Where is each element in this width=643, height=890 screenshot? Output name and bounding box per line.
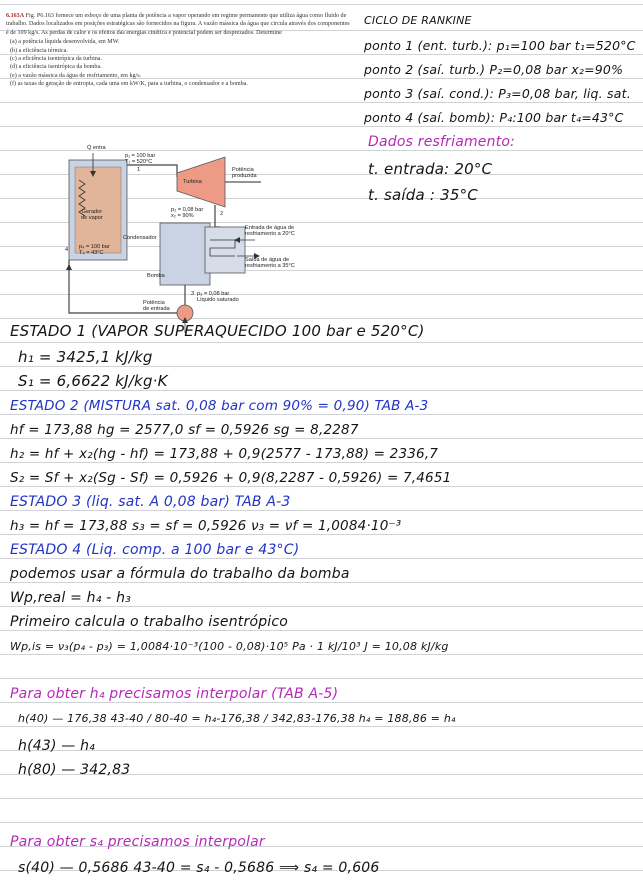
t1-label: T₁ = 520°C bbox=[125, 159, 153, 165]
s40-row: s(40) — 0,5686 43-40 = s₄ - 0,5686 ⟹ s₄ = 0,606 bbox=[18, 860, 380, 876]
state-4-heading: ESTADO 4 (Liq. comp. a 100 bar e 43°C) bbox=[10, 542, 300, 558]
s4-interp-note: Para obter s₄ precisamos interpolar bbox=[10, 834, 265, 850]
cooling-out-label: Saída de água de resfriamento a 35°C bbox=[245, 257, 295, 270]
power-out-label: Potência produzida bbox=[232, 167, 257, 180]
boiler-label: Gerador de vapor bbox=[81, 209, 103, 222]
state-2-label: 2 bbox=[220, 211, 224, 217]
h4-interp-note: Para obter h₄ precisamos interpolar (TAB A-5) bbox=[10, 686, 339, 702]
problem-item-c: (c) a eficiência isentrópica da turbina. bbox=[10, 56, 103, 63]
p1-label: p₁ = 100 bar bbox=[125, 153, 156, 159]
h80-row: h(80) — 342,83 bbox=[18, 762, 131, 778]
power-in-label: Potência de entrada bbox=[143, 300, 170, 313]
x2-label: x₂ = 90% bbox=[171, 213, 194, 219]
problem-number: 6.163A bbox=[6, 13, 25, 19]
state-3-heading: ESTADO 3 (liq. sat. A 0,08 bar) TAB A-3 bbox=[10, 494, 291, 510]
h1-value: h₁ = 3425,1 kJ/kg bbox=[18, 348, 153, 366]
isentropic-note: Primeiro calcula o trabalho isentrópico bbox=[10, 614, 289, 630]
pump-work-note: podemos usar a fórmula do trabalho da bomba bbox=[10, 566, 350, 582]
s1-value: S₁ = 6,6622 kJ/kg·K bbox=[18, 372, 168, 390]
schematic-drawing bbox=[65, 145, 350, 335]
state-1-label: 1 bbox=[137, 167, 141, 173]
state-1-heading: ESTADO 1 (VAPOR SUPERAQUECIDO 100 bar e 520°C) bbox=[10, 322, 425, 340]
cooling-in-temp: t. entrada: 20°C bbox=[368, 160, 493, 178]
problem-item-f: (f) as taxas de geração de entropia, cada uma em kW/K, para a turbina, o condensador e a bomba. bbox=[10, 81, 248, 88]
turbine-label: Turbina bbox=[183, 179, 202, 185]
problem-item-b: (b) a eficiência térmica. bbox=[10, 47, 68, 54]
problem-statement bbox=[6, 12, 351, 89]
q-in-label: Q̇ entra bbox=[87, 145, 106, 151]
problem-item-a: (a) a potência líquida desenvolvida, em MW. bbox=[10, 39, 120, 46]
h43-row: h(43) — h₄ bbox=[18, 738, 95, 754]
state-2-heading: ESTADO 2 (MISTURA sat. 0,08 bar com 90% = 0,90) TAB A-3 bbox=[10, 398, 429, 414]
problem-item-d: (d) a eficiência isentrópica da bomba. bbox=[10, 64, 102, 71]
s2-calculation: S₂ = Sf + x₂(Sg - Sf) = 0,5926 + 0,9(8,2287 - 0,5926) = 7,4651 bbox=[10, 470, 452, 486]
pump-label: Bomba bbox=[147, 273, 165, 279]
liquid-label: Líquido saturado bbox=[197, 297, 239, 303]
h40-row: h(40) — 176,38 43-40 / 80-40 = h₄-176,38 / 342,83-176,38 h₄ = 188,86 = h₄ bbox=[18, 712, 456, 725]
cooling-in-label: Entrada de água de resfriamento a 20°C bbox=[245, 225, 295, 238]
problem-item-e: (e) a vazão mássica da água de resfriamento, em kg/s. bbox=[10, 72, 142, 79]
condenser-label: Condensador bbox=[123, 235, 157, 241]
pump-work-real: Wp,real = h₄ - h₃ bbox=[10, 590, 131, 606]
state-4-label: 4 bbox=[65, 247, 69, 253]
t4-label: T₄ = 43°C bbox=[79, 250, 104, 256]
cycle-title: CICLO DE RANKINE bbox=[364, 14, 472, 27]
h2-calculation: h₂ = hf + x₂(hg - hf) = 173,88 + 0,9(2577 - 173,88) = 2336,7 bbox=[10, 446, 439, 462]
state-3-values: h₃ = hf = 173,88 s₃ = sf = 0,5926 ν₃ = νf = 1,0084·10⁻³ bbox=[10, 518, 402, 534]
p3-label: p₃ = 0,08 bar bbox=[197, 291, 230, 297]
state-2-table-values: hf = 173,88 hg = 2577,0 sf = 0,5926 sg = 8,2287 bbox=[10, 422, 359, 438]
problem-items bbox=[6, 38, 351, 88]
p2-label: p₂ = 0,08 bar bbox=[171, 207, 204, 213]
pump-work-isentropic: Wp,is = ν₃(p₄ - p₃) = 1,0084·10⁻³(100 - 0,08)·10⁵ Pa · 1 kJ/10³ J = 10,08 kJ/kg bbox=[10, 640, 449, 653]
p4-label: p₄ = 100 bar bbox=[79, 244, 110, 250]
state-1-given: ponto 1 (ent. turb.): p₁=100 bar t₁=520°C bbox=[364, 38, 636, 53]
state-3-given: ponto 3 (saí. cond.): P₃=0,08 bar, liq. sat. bbox=[364, 86, 631, 101]
cooling-out-temp: t. saída : 35°C bbox=[368, 186, 478, 204]
plant-schematic bbox=[65, 145, 350, 335]
state-4-given: ponto 4 (saí. bomb): P₄:100 bar t₄=43°C bbox=[364, 110, 624, 125]
state-2-given: ponto 2 (saí. turb.) P₂=0,08 bar x₂=90% bbox=[364, 62, 624, 77]
cooling-data-heading: Dados resfriamento: bbox=[368, 134, 516, 150]
state-3-label: 3 bbox=[191, 291, 195, 297]
problem-text: Fig. P6.163 fornece um esboço de uma planta de potência a vapor operando em regime permanente que utiliza água como fluido de trabalho. Dados localizados em posições estratégicas são fornecidos na figura. A vazão mássica da água que circula através dos componentes é de 109 kg/s. As perdas de calor e os efeitos das energias cinética e potencial podem ser desprezados. Determine bbox=[6, 13, 350, 36]
